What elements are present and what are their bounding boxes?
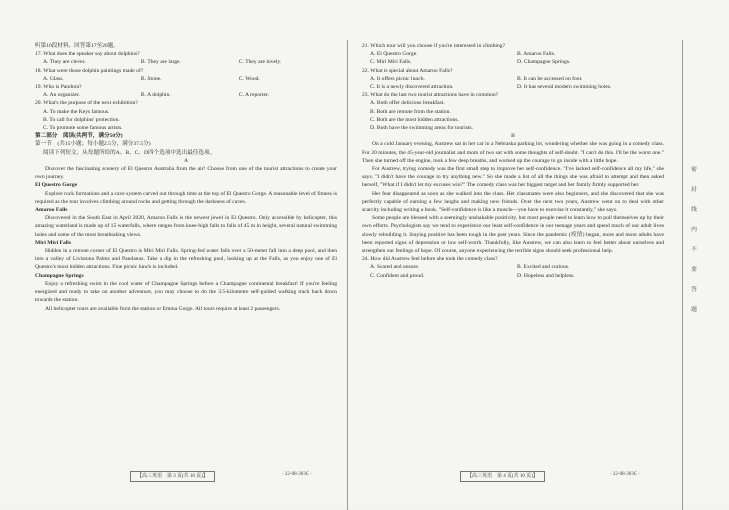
option[interactable]: A. It offers picnic lunch.: [370, 75, 425, 82]
question-19: 19. Who is Pandora?: [35, 84, 82, 91]
option[interactable]: A. To make the Keys famous.: [43, 108, 110, 115]
option[interactable]: C. Wood.: [238, 75, 260, 82]
margin-char: 线: [691, 207, 697, 213]
q21-options: [362, 58, 664, 66]
option[interactable]: B. Amaroo Falls.: [517, 51, 556, 58]
option[interactable]: A. El Questro Gorge.: [370, 51, 418, 58]
paragraph: For Austrew, trying comedy was the first small step to improve her self-confidence. "I've lacked self-confidence all my life," she says. "I didn't have the courage to try anything new." So she made a list of all the things she was afraid to attempt and then asked herself, "What if I didn't let my excuses win?" The comedy class was her biggest target and her family firmly supported her.: [362, 166, 664, 189]
option[interactable]: B. Excited and curious.: [517, 264, 570, 271]
option[interactable]: A. Both offer delicious breakfast.: [370, 100, 445, 107]
q21-options: [362, 50, 664, 58]
option[interactable]: A. They are clever.: [43, 59, 86, 66]
question-18: 18. What were those dolphin paintings made of?: [35, 67, 144, 74]
paragraph: On a cold January evening, Austrew sat in her car in a Nebraska parking lot, wondering whether she was going in a comedy class. For 20 minutes, the 45-year-old journalist and mom of two sat with some thoughts of self-doubt. "I can't do this. I'll be the worst one." Then she turned off the engine, took a few deep breaths, and worked up the courage to go inside with a little hope.: [362, 141, 664, 164]
option[interactable]: C. Miri Miri Falls.: [370, 59, 412, 66]
option[interactable]: C. To promote some famous artists.: [43, 125, 123, 132]
q17-options: [35, 58, 337, 66]
page-divider: [347, 40, 348, 510]
question-21: 21. Which tour will you choose if you're interested in climbing?: [362, 43, 506, 49]
option[interactable]: D. Hopeless and helpless.: [517, 272, 575, 279]
paragraph: Her fear disappeared as soon as she walked into the class. Her classmates were also beginners, and she discovered that she was perfectly capable of earning a few laughs and making new friends. Over the next two years, Austrew went on to deal with other scarcity including writing a book. "Self-confidence is like a muscle—you have to exercise it constantly," she says.: [362, 190, 664, 214]
q24-options: [362, 272, 664, 280]
option[interactable]: C. They are lovely.: [238, 59, 282, 66]
left-page: [35, 42, 337, 313]
option[interactable]: B. Both are remote from the station.: [370, 108, 451, 115]
option[interactable]: B. Stone.: [140, 75, 162, 82]
heading-amaroo-falls: Amaroo Falls: [35, 207, 68, 214]
paragraph: Enjoy a refreshing swim in the cool water of Champagne Springs before a Champagne continental breakfast! If you're feeling energized and ready to take on another adventure, you may choose to do the 3.5-kilometre self-guided walking track back down towards the station.: [35, 280, 337, 304]
option[interactable]: D. Champagne Springs.: [517, 59, 571, 66]
q22-options: [362, 75, 664, 83]
paragraph: Some people are blessed with a seemingly unshakable positivity, but most people need to learn how to pull themselves up by their own efforts. Psychologists say we tend to experience our least self-confidence in our teenage years and spend much of our adult lives slowly rebuilding it. Staying positive has been tough in the past years. Since the pandemic (疫情) began, more and more adults have been reported signs of depression or low self-worth. Thankfully, like Austrew, we can also learn to feel better about ourselves and strengthen our feelings of hope. Of course, anyone experiencing the terrible signs should seek professional help.: [362, 215, 664, 255]
part2-title: 第二部分 阅读(共两节，满分50分): [35, 133, 123, 140]
q19-options: [35, 91, 337, 99]
right-footer-code: · 22-08-303C ·: [610, 472, 640, 477]
option[interactable]: C. It is a newly discovered attraction.: [370, 84, 454, 91]
paragraph: All helicopter tours are available from the station or Emma Gorge. All tours require at least 2 passengers.: [45, 305, 281, 312]
option[interactable]: C. A reporter.: [238, 92, 269, 99]
question-24: 24. How did Austrew feel before she took the comedy class?: [362, 256, 498, 263]
margin-char: 内: [691, 227, 697, 233]
right-page-footer: 【高三英语 第 4 页(共 10 页)】: [460, 471, 545, 482]
section1-title: 第一节 (共15小题；每小题2.5分，满分37.5分): [35, 141, 151, 148]
q22-options: [362, 83, 664, 91]
option[interactable]: D. Both have the swimming areas for tourists.: [370, 125, 474, 132]
section-intro: 听第10段材料，回答第17至20题。: [35, 43, 119, 49]
margin-char: 密: [691, 167, 697, 173]
margin-char: 不: [691, 247, 697, 253]
option[interactable]: C. Confident and proud.: [370, 272, 425, 279]
option[interactable]: B. They are large.: [140, 59, 181, 66]
passage-label: A: [183, 157, 189, 164]
paragraph: Discovered in the South East in April 2020, Amaroo Falls is the newest jewel in El Questro. Only accessible by helicopter, this amazing waterland is made up of 15 waterfalls, where ranges from knee-high falls to falls of 45 m in height, several natural swimming holes and some of the most breathtaking views.: [35, 215, 337, 238]
left-page-footer: 【高三英语 第 3 页(共 10 页)】: [130, 471, 215, 482]
q18-options: [35, 75, 337, 83]
right-page: [362, 42, 664, 280]
option[interactable]: D. It has several modern swimming holes.: [517, 84, 612, 91]
option[interactable]: A. An organizer.: [43, 92, 80, 99]
binding-line: [682, 40, 683, 510]
margin-char: 封: [691, 187, 697, 193]
q24-options: [362, 263, 664, 271]
question-20: 20. What's the purpose of the next exhibition?: [35, 100, 138, 107]
option[interactable]: A. Glass.: [43, 75, 64, 82]
option[interactable]: B. It can be accessed on foot.: [517, 75, 583, 82]
paragraph: Hidden in a remote corner of El Questro is Miri Miri Falls. Spring-fed water falls over a 50-meter fall into a deep pool, and then into a valley of Livistona Palms and Pandanus. Take a dip in the refreshing pool, looking up at the Falls, as you enjoy one of El Questro's most hidden attractions. Fine picnic lunch is included.: [35, 248, 337, 271]
question-17: 17. What does the speaker say about dolphins?: [35, 51, 140, 58]
left-footer-code: · 22-08-303C ·: [282, 472, 312, 477]
option[interactable]: C. Both are the most hidden attractions.: [370, 116, 459, 123]
margin-char: 答: [691, 287, 697, 293]
margin-char: 题: [691, 307, 697, 313]
question-22: 22. What is special about Amaroo Falls?: [362, 67, 453, 74]
margin-char: 要: [691, 267, 697, 273]
binding-margin-text: [687, 160, 701, 320]
option[interactable]: B. A dolphin.: [140, 92, 171, 99]
heading-miri-miri-falls: Miri Miri Falls: [35, 239, 72, 246]
heading-el-questro-gorge: El Questro Gorge: [35, 182, 78, 189]
option[interactable]: B. To call for dolphins' protection.: [43, 116, 120, 123]
passage-intro: Discover the fascinating scenery of El Questro Australia from the air! Choose from one of the tourist attractions to create your own journey.: [35, 166, 337, 181]
heading-champagne-springs: Champagne Springs: [35, 272, 84, 279]
paragraph: Explore rock formations and a cave system carved out through time at the top of El Questro Gorge. A reasonable level of fitness is required as the tour involves climbing around rocks and getting through the darkness of caves.: [35, 190, 337, 205]
option[interactable]: A. Scared and unsure.: [370, 264, 420, 271]
passage-label: B: [511, 133, 515, 140]
instruction: 阅读下列短文，从每题所给的A、B、C、D四个选项中选出最佳选项。: [43, 149, 216, 156]
question-23: 23. What do the last two tourist attractions have in common?: [362, 92, 499, 99]
